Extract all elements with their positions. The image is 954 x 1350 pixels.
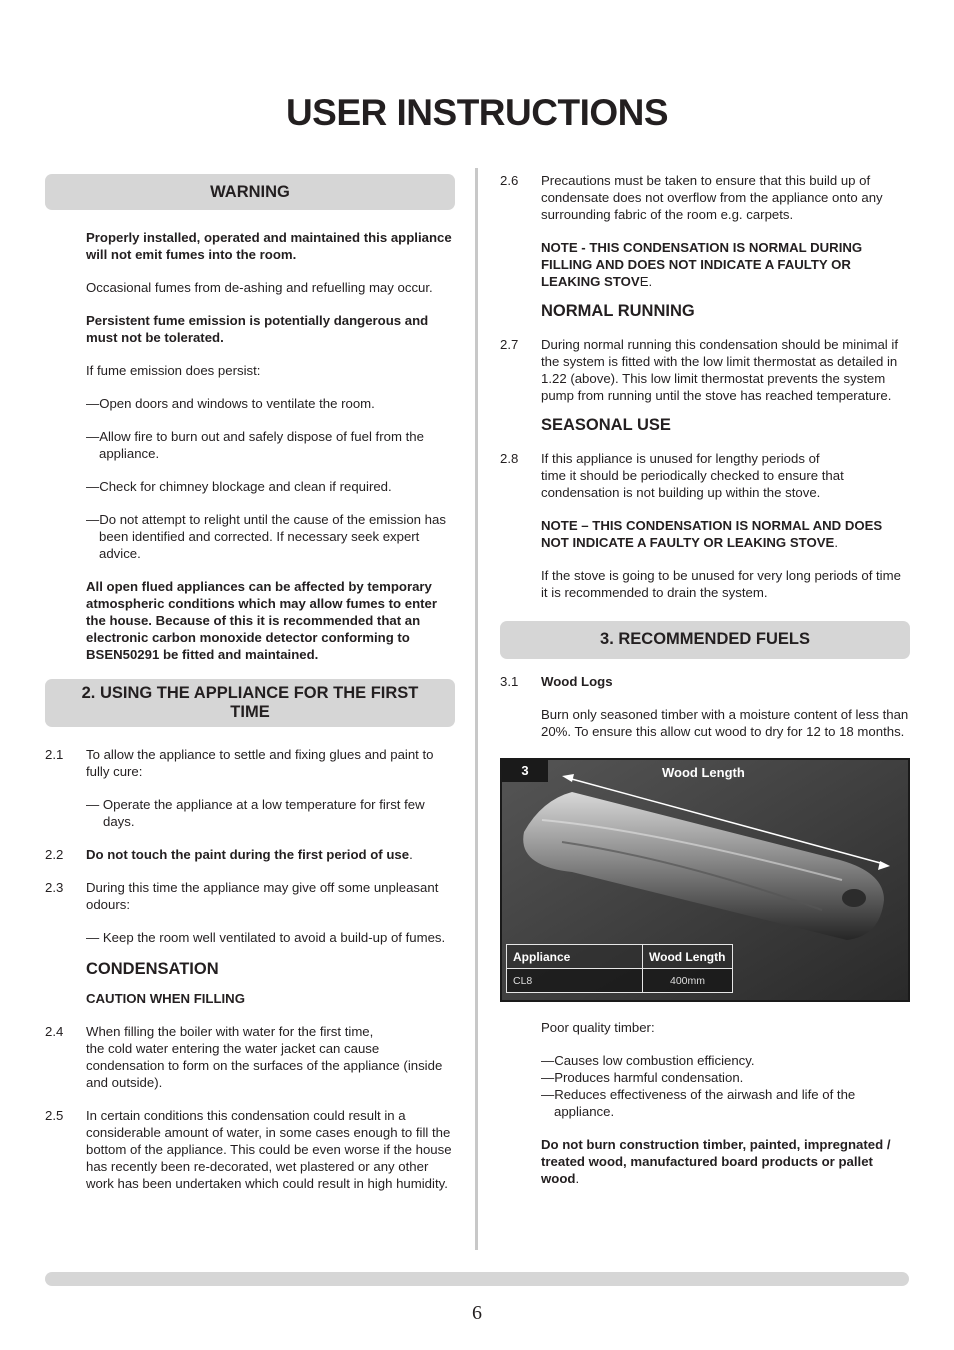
para-2-3 bbox=[45, 879, 455, 913]
para-text: During normal running this condensation should be minimal if the system is fitted with the low limit thermostat as detailed in 1.22 (above). This low limit thermostat prevents the system pump from running until the stove has reached temperature. bbox=[541, 337, 898, 403]
note-text-end: . bbox=[834, 535, 838, 550]
para-number: 2.3 bbox=[45, 880, 64, 895]
para-number: 2.2 bbox=[45, 847, 64, 862]
note-text: NOTE - THIS CONDENSATION IS NORMAL DURING FILLING AND DOES NOT INDICATE A FAULTY OR LEAKING STOV bbox=[541, 240, 863, 289]
para-2-2 bbox=[45, 846, 455, 863]
warning-text-1: Properly installed, operated and maintained this appliance will not emit fumes into the room. bbox=[86, 230, 452, 262]
table-cell: CL8 bbox=[507, 969, 643, 993]
para-3-1 bbox=[500, 673, 910, 690]
final-warning bbox=[541, 1136, 910, 1187]
fuel-text: Burn only seasoned timber with a moisture content of less than 20%. To ensure this allow cut wood to dry for 12 to 18 months. bbox=[541, 707, 909, 739]
para-number: 2.5 bbox=[45, 1108, 64, 1123]
list-item: — Operate the appliance at a low temperature for first few days. bbox=[86, 797, 425, 829]
para-number: 2.1 bbox=[45, 747, 64, 762]
left-column bbox=[45, 174, 455, 1192]
wood-log-figure bbox=[500, 758, 910, 1002]
list-item: — Keep the room well ventilated to avoid a build-up of fumes. bbox=[86, 930, 446, 945]
para-number: 3.1 bbox=[500, 674, 519, 689]
page-title: USER INSTRUCTIONS bbox=[285, 92, 669, 133]
para-text: In certain conditions this condensation could result in a considerable amount of water, in some cases enough to fill the bottom of the appliance. This could be even worse if the house has recently been re-decorated, wet plastered or any other work has been undertaken which could result in high humidity. bbox=[86, 1108, 452, 1191]
para-text: During this time the appliance may give off some unpleasant odours: bbox=[86, 880, 439, 912]
column-divider bbox=[475, 168, 478, 1250]
list-item: —Causes low combustion efficiency. bbox=[541, 1053, 755, 1068]
para-number: 2.6 bbox=[500, 173, 519, 188]
warning-list-item: —Do not attempt to relight until the cause of the emission has been identified and corrected. If necessary seek expert advice. bbox=[86, 512, 446, 561]
para-2-1 bbox=[45, 746, 455, 780]
figure-number: 3 bbox=[502, 760, 548, 782]
table-header-row bbox=[507, 945, 733, 969]
note-2 bbox=[541, 517, 910, 551]
drain-text: If the stove is going to be unused for very long periods of time it is recommended to drain the system. bbox=[541, 568, 901, 600]
caution-heading: CAUTION WHEN FILLING bbox=[86, 991, 245, 1006]
table-header: Appliance bbox=[507, 945, 643, 969]
wood-length-label: Wood Length bbox=[662, 765, 745, 780]
para-text: Precautions must be taken to ensure that this build up of condensate does not overflow from the appliance onto any surrounding fabric of the room e.g. carpets. bbox=[541, 173, 883, 222]
table-header: Wood Length bbox=[643, 945, 733, 969]
seasonal-use-heading: SEASONAL USE bbox=[541, 416, 671, 434]
para-2-7 bbox=[500, 336, 910, 404]
para-number: 2.8 bbox=[500, 451, 519, 466]
condensation-heading: CONDENSATION bbox=[86, 960, 219, 978]
para-2-5 bbox=[45, 1107, 455, 1192]
para-number: 2.7 bbox=[500, 337, 519, 352]
para-2-8 bbox=[500, 450, 910, 501]
note-1 bbox=[541, 239, 910, 290]
table-row bbox=[507, 969, 733, 993]
para-text-end: . bbox=[409, 847, 413, 862]
para-2-4 bbox=[45, 1023, 455, 1091]
warning-text-5: All open flued appliances can be affected by temporary atmospheric conditions which may allow fumes to enter the house. Because of this it is recommended that an electronic carbon monoxide detector conforming to BSEN50291 be fitted and maintained. bbox=[86, 579, 438, 662]
warning-list-item: —Check for chimney blockage and clean if required. bbox=[86, 479, 392, 494]
para-text: If this appliance is unused for lengthy periods of time it should be periodically checked to ensure that condensation is not building up within the stove. bbox=[541, 451, 844, 500]
final-warning-end: . bbox=[575, 1171, 580, 1186]
final-warning-text: Do not burn construction timber, painted, impregnated / treated wood, manufactured board products or pallet wood bbox=[541, 1137, 891, 1186]
wood-length-table bbox=[506, 944, 733, 993]
right-column bbox=[500, 172, 910, 1187]
list-item: —Produces harmful condensation. bbox=[541, 1070, 744, 1085]
page-number: 6 bbox=[472, 1302, 482, 1324]
footer-bar bbox=[45, 1272, 909, 1286]
para-2-6 bbox=[500, 172, 910, 223]
normal-running-heading: NORMAL RUNNING bbox=[541, 302, 695, 320]
note-text-end: E. bbox=[639, 274, 653, 289]
para-title: Wood Logs bbox=[541, 674, 613, 689]
warning-text-3: Persistent fume emission is potentially dangerous and must not be tolerated. bbox=[86, 313, 429, 345]
poor-quality-text: Poor quality timber: bbox=[541, 1020, 655, 1035]
warning-list-item: —Allow fire to burn out and safely dispose of fuel from the appliance. bbox=[86, 429, 424, 461]
warning-heading: WARNING bbox=[45, 174, 455, 210]
note-text: NOTE – THIS CONDENSATION IS NORMAL AND DOES NOT INDICATE A FAULTY OR LEAKING STOVE bbox=[541, 518, 883, 550]
warning-text-2: Occasional fumes from de-ashing and refuelling may occur. bbox=[86, 280, 433, 295]
para-text: When filling the boiler with water for the first time, the cold water entering the water jacket can cause condensation to form on the surfaces of the appliance (inside and outside). bbox=[86, 1024, 443, 1090]
section-3-heading: 3. RECOMMENDED FUELS bbox=[500, 621, 910, 659]
para-text: To allow the appliance to settle and fixing glues and paint to fully cure: bbox=[86, 747, 434, 779]
para-text: Do not touch the paint during the first period of use bbox=[86, 847, 410, 862]
section-2-heading: 2. USING THE APPLIANCE FOR THE FIRST TIME bbox=[45, 679, 455, 727]
warning-list-item: —Open doors and windows to ventilate the room. bbox=[86, 396, 375, 411]
table-cell: 400mm bbox=[643, 969, 733, 993]
warning-text-4: If fume emission does persist: bbox=[86, 363, 261, 378]
list-item: —Reduces effectiveness of the airwash and life of the appliance. bbox=[541, 1087, 856, 1119]
para-number: 2.4 bbox=[45, 1024, 64, 1039]
